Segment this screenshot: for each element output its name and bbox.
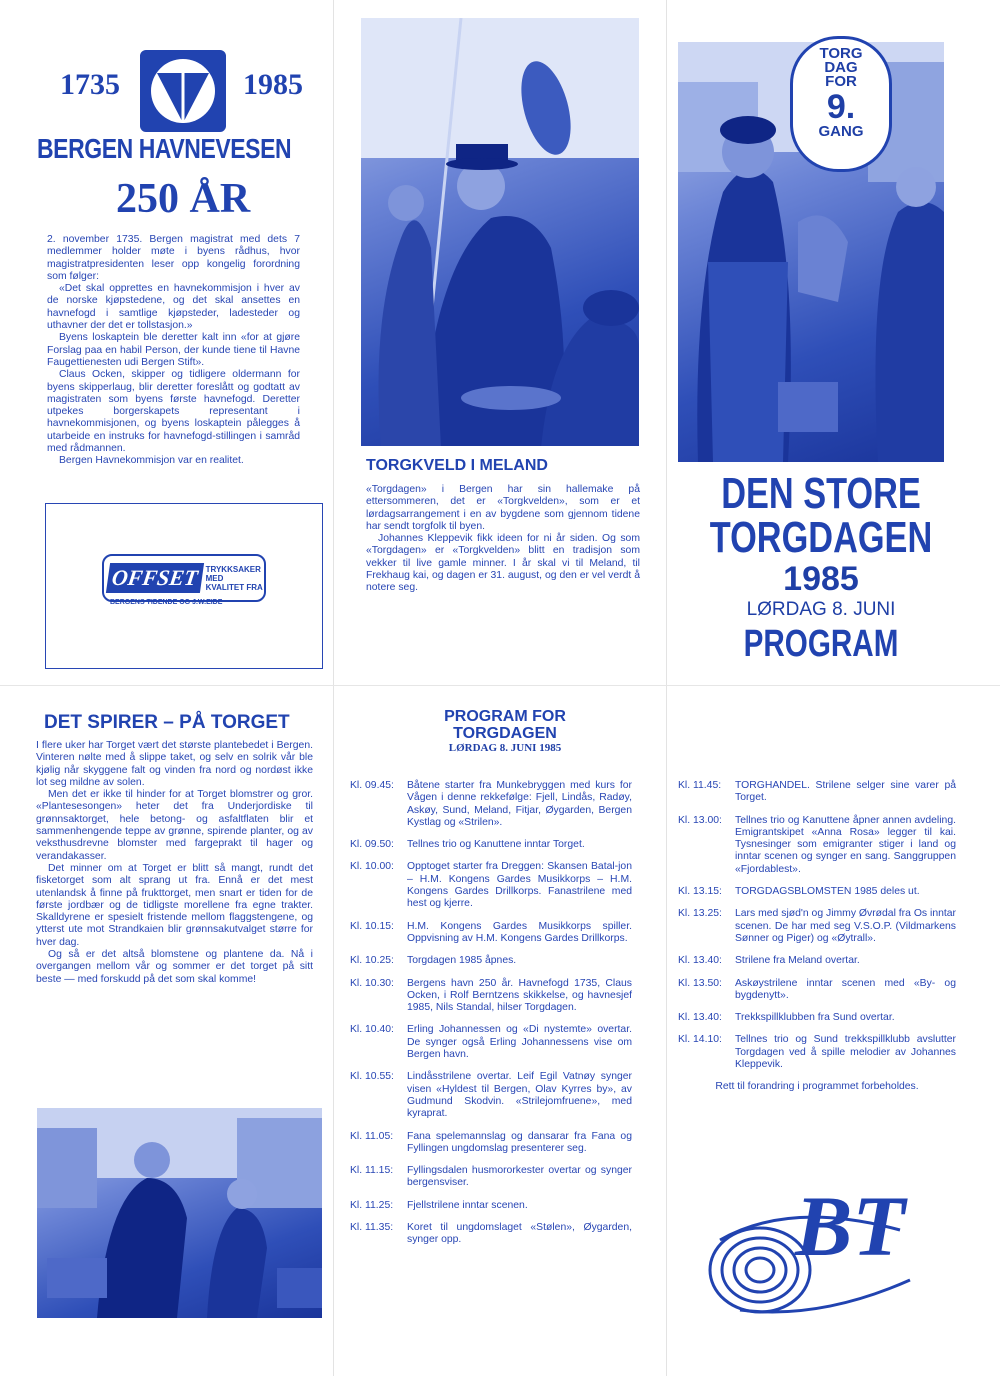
- program-time: Kl. 10.30:: [350, 977, 394, 989]
- main-title-date: LØRDAG 8. JUNI: [746, 599, 896, 620]
- program-time: Kl. 13.15:: [678, 886, 722, 898]
- torget-dance-photo: [37, 1108, 322, 1318]
- program-text: Tellnes trio og Sund trekkspillklubb avslutter Torgdagen ved å spille melodier av Johannes Kleppevik.: [735, 1034, 956, 1071]
- ad-line: BERGENS TIDENDE OG J.W.EIDE: [110, 599, 223, 606]
- program-list-1: [350, 780, 632, 1257]
- program-item: [350, 1165, 632, 1190]
- program-text: Tellnes trio og Kanuttene inntar Torget.: [407, 839, 585, 851]
- program-text: Fyllingsdalen husmororkester overtar og synger bergensviser.: [407, 1165, 632, 1189]
- torgkveld-photo: [361, 18, 639, 446]
- badge-line: TORG: [819, 45, 863, 62]
- program-text: Koret til ungdomslaget «Stølen», Øygarden, synger opp.: [407, 1222, 632, 1246]
- history-paragraph: Byens loskaptein ble deretter kalt inn «for at gjøre Forslag paa en habil Person, der kunde tiene til Havne Faugettienesten udi Bergen Stift».: [47, 332, 300, 368]
- torgdag-badge: [790, 36, 892, 172]
- program-time: Kl. 13.40:: [678, 1012, 722, 1024]
- torgkveld-text: [366, 484, 640, 595]
- badge-line: DAG: [824, 59, 858, 76]
- fold-line: [666, 0, 667, 1376]
- spirer-paragraph: I flere uker har Torget vært det største plantebedet i Bergen. Vinteren nølte med å slippe taket, og selv en solrik vår ble kjølig når skyggene falt og vinden fra nord og nordøst ikke lot seg mildne av solen.: [36, 740, 313, 788]
- program-item: [350, 861, 632, 910]
- program-item: [350, 921, 632, 946]
- spirer-heading: DET SPIRER – PÅ TORGET: [44, 712, 290, 733]
- ad-line: TRYKKSAKER MED: [205, 564, 261, 583]
- torgkveld-paragraph: Johannes Kleppevik fikk ideen for ni år siden. Og som «Torgdagen» er «Torgkvelden» blitt en tradisjon som vekker til live gamle minner. I år skal vi til Meland, til Frekhaug kai, og dagen er 31. august, og den er vel verdt å notere seg.: [366, 533, 640, 594]
- program-item: [350, 1024, 632, 1061]
- program-time: Kl. 11.05:: [350, 1130, 394, 1142]
- torgkveld-paragraph: «Torgdagen» i Bergen har sin hallemake på ettersommeren, det er «Torgkvelden», som er et lørdagsarrangement i en av bygdene som gjennom tidene har sendt torgfolk til byen.: [366, 484, 640, 532]
- badge-line: GANG: [818, 123, 864, 140]
- program-text: Erling Johannessen og «Di nystemte» overtar. De synger også Erling Johannessens vise om Bergen havn.: [407, 1024, 632, 1061]
- program-item: [350, 978, 632, 1015]
- program-item: [678, 1012, 956, 1024]
- program-time: Kl. 13.00:: [678, 814, 722, 826]
- program-item: [350, 839, 632, 851]
- torgkveld-heading: TORGKVELD I MELAND: [366, 457, 548, 474]
- fold-line: [333, 0, 334, 1376]
- history-paragraph: Claus Ocken, skipper og tidligere oldermann for byens skipperlaug, blir deretter foreslått og godtatt av magistraten som byens første havnefogd. Deretter utpekes borgerskapets representant i havnekommisjonen, og byens loskaptein pålegges å utarbeide en instruks for havnefogd-stillingen i samråd med rådmannen.: [47, 369, 300, 455]
- program-item: [350, 1200, 632, 1212]
- anniversary-subtitle: 250 ÅR: [116, 176, 251, 222]
- main-title-block: [676, 469, 966, 666]
- program-text: Tellnes trio og Kanuttene åpner annen avdeling. Emigrantskipet «Anna Rosa» legger til kai. Tysnesinger som emigranter stiger i land og inntar scenen og synger en sang. Sanggruppen «Fjordablest».: [735, 814, 956, 875]
- program-time: Kl. 09.50:: [350, 839, 394, 851]
- program-time: Kl. 09.45:: [350, 780, 394, 791]
- history-paragraph: «Det skal opprettes en havnekommisjon i hver av de norske kjøpstedene, og det skal ansettes en havnefogd i samtlige kjøpsteder, ladesteder og uthavner der det er tollstasjon.»: [47, 283, 300, 332]
- advertisement-box: [45, 503, 323, 669]
- program-text: Trekkspillklubben fra Sund overtar.: [735, 1012, 895, 1024]
- spirer-text: [36, 740, 313, 986]
- program-list-2: [678, 780, 956, 1092]
- fold-line: [0, 685, 1000, 686]
- program-item: [678, 1034, 956, 1071]
- program-time: Kl. 10.55:: [350, 1071, 394, 1083]
- program-text: Bergens havn 250 år. Havnefogd 1735, Claus Ocken, i Rolf Berntzens skikkelse, og havnesjef 1985, Nils Standal, hilser Torgdagen.: [407, 977, 632, 1014]
- change-reservation-note: Rett til forandring i programmet forbeholdes.: [715, 1081, 919, 1093]
- program-text: Opptoget starter fra Dreggen: Skansen Batal-jon – H.M. Kongens Gardes Musikkorps – H.M. Kongens Gardes Drillkorps. Fanastrilene med hest og kjerre.: [407, 861, 632, 910]
- program-item: [350, 955, 632, 967]
- program-time: Kl. 11.45:: [678, 780, 722, 791]
- program-text: TORGHANDEL. Strilene selger sine varer på Torget.: [735, 780, 956, 804]
- program-text: Fjellstrilene inntar scenen.: [407, 1199, 528, 1211]
- program-time: Kl. 11.25:: [350, 1199, 394, 1211]
- offset-brand: OFFSET: [106, 563, 204, 593]
- history-paragraph: 2. november 1735. Bergen magistrat med dets 7 medlemmer holder møte i byens rådhus, hvor magistratpresidenten leser opp kongelig forordning som følger:: [47, 234, 300, 282]
- program-item: [350, 1071, 632, 1120]
- spirer-paragraph: Men det er ikke til hinder for at Torget blomstrer og gror. «Plantesesongen» heter det fra Underjordiske til grønnsaktorget, hele betong- og asfaltflaten blir et sammenhengende teppe av grønne, spirende planter, og av veksthusdrevne blomster med fargeprakt til hager og verandakasser.: [36, 789, 313, 862]
- program-label: PROGRAM: [743, 623, 899, 665]
- badge-line: FOR: [825, 73, 857, 90]
- spirer-paragraph: Det minner om at Torget er blitt så mangt, rundt det fisketorget som alt sprang ut fra. Ennå er det mest utenlandsk å finne på frukttorget, men snart er tiden for de første jordbær og de tidligste morellene fra egne trakter. Skalldyrene er spesielt fristende mellom flaggstengene, og ytterst ute mot Strandkaien blir grønnsakutvalget større for hver dag.: [36, 862, 313, 948]
- program-text: Strilene fra Meland overtar.: [735, 955, 860, 967]
- program-time: Kl. 10.25:: [350, 955, 394, 967]
- program-item: [678, 978, 956, 1003]
- havnevesen-history-text: [47, 234, 300, 468]
- program-subheading: LØRDAG 8. JUNI 1985: [448, 742, 562, 754]
- program-time: Kl. 13.25:: [678, 908, 722, 920]
- program-text: Fana spelemannslag og dansarar fra Fana og Fyllingen ungdomslag presenterer seg.: [407, 1130, 632, 1154]
- history-paragraph: Bergen Havnekommisjon var en realitet.: [59, 455, 244, 467]
- program-text: H.M. Kongens Gardes Musikkorps spiller. Oppvisning av H.M. Kongens Gardes Drillkorps.: [407, 920, 632, 944]
- havnevesen-logo-icon: [140, 50, 226, 132]
- program-item: [678, 886, 956, 898]
- year-1735: 1735: [60, 68, 120, 101]
- havnevesen-title: BERGEN HAVNEVESEN: [37, 133, 292, 164]
- program-heading-line: TORGDAGEN: [453, 725, 557, 742]
- program-item: [678, 815, 956, 876]
- program-text: Lars med sjød'n og Jimmy Øvrødal fra Os inntar scenen. De har med seg V.S.O.P. (Vildmarkens Sønner og Piger) og «Øytrall».: [735, 908, 956, 944]
- program-item: [350, 1222, 632, 1247]
- program-text: TORGDAGSBLOMSTEN 1985 deles ut.: [735, 886, 920, 898]
- program-time: Kl. 11.35:: [350, 1222, 394, 1234]
- ad-line: KVALITET FRA: [205, 582, 263, 592]
- program-item: [678, 908, 956, 945]
- offset-ad-badge: [102, 554, 266, 602]
- program-header: [360, 708, 650, 754]
- program-text: Båtene starter fra Munkebryggen med kurs for Vågen i denne rekkefølge: Fjell, Lindås, Radøy, Askøy, Sund, Meland, Fitjar, Øygarden, Bergen Kystlag og «Strilen».: [407, 780, 632, 828]
- program-time: Kl. 14.10:: [678, 1034, 722, 1046]
- program-item: [350, 1131, 632, 1156]
- bt-logo-text: BT: [795, 1178, 905, 1274]
- program-item: [678, 780, 956, 805]
- program-heading-line: PROGRAM FOR: [444, 708, 566, 725]
- program-time: Kl. 10.40:: [350, 1024, 394, 1036]
- program-text: Torgdagen 1985 åpnes.: [407, 955, 517, 967]
- program-text: Lindåsstrilene overtar. Leif Egil Vatnøy synger visen «Hyldest til Bergen, Olav Kyrres by», av Gudmund Skodvin. «Strilejomfruene», med kyraprat.: [407, 1071, 632, 1120]
- program-item: [678, 955, 956, 967]
- year-1985: 1985: [243, 68, 303, 101]
- main-title-year: 1985: [783, 560, 859, 598]
- program-time: Kl. 11.15:: [350, 1165, 394, 1177]
- badge-number: 9.: [826, 88, 856, 126]
- spirer-paragraph: Og så er det altså blomstene og plantene da. Nå i overgangen mellom vår og sommer er det torget på sitt beste — med forskudd på det som skal komme!: [36, 949, 313, 985]
- program-time: Kl. 13.40:: [678, 955, 722, 967]
- main-title-line: TORGDAGEN: [709, 513, 933, 562]
- program-text: Askøystrilene inntar scenen med «By- og bygdenytt».: [735, 977, 956, 1001]
- program-time: Kl. 13.50:: [678, 977, 722, 989]
- program-time: Kl. 10.00:: [350, 861, 394, 873]
- program-item: [350, 780, 632, 829]
- program-time: Kl. 10.15:: [350, 920, 394, 932]
- bt-newspaper-logo-icon: [700, 1160, 930, 1330]
- main-title-line: DEN STORE: [721, 469, 921, 518]
